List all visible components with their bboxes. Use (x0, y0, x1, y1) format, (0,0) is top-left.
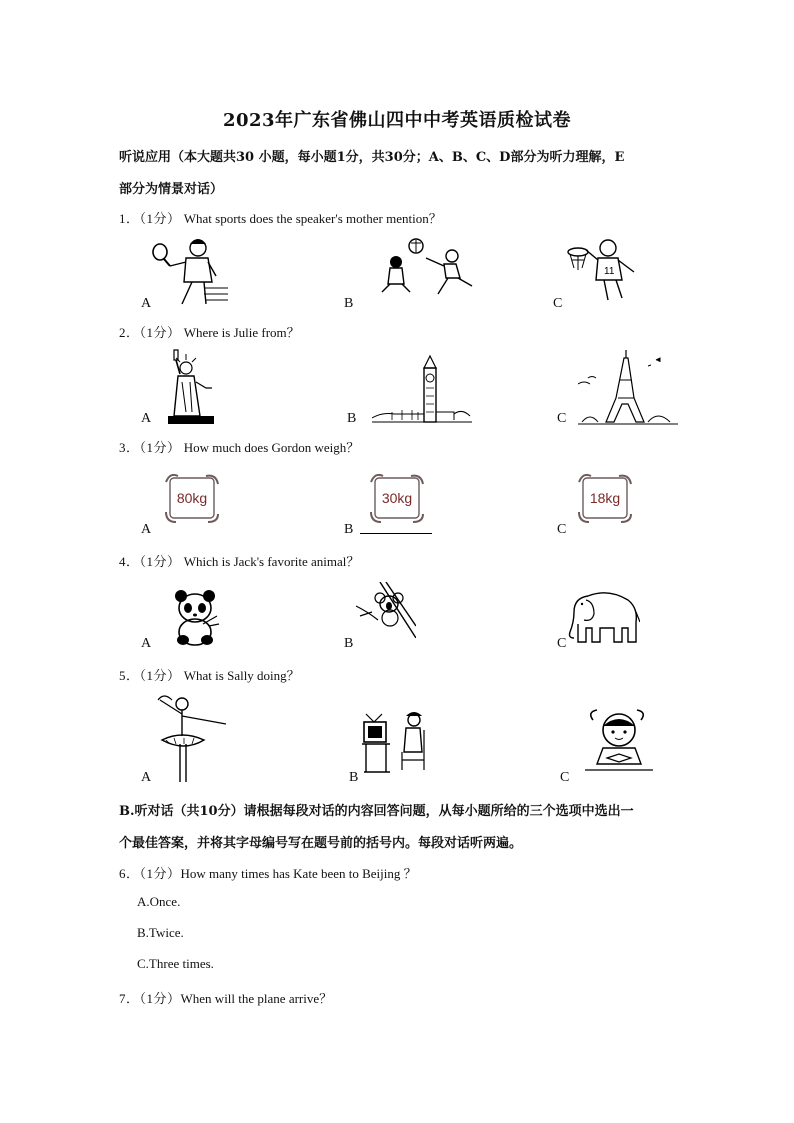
svg-text:11: 11 (604, 266, 615, 277)
weight-label-b: 30kg (381, 490, 413, 506)
q4-option-b: B (344, 636, 354, 651)
section-intro-line1: 听说应用（本大题共30 小题，每小题1分，共30分；A、B、C、D部分为听力理解，E (119, 150, 625, 165)
statue-of-liberty-picture (160, 348, 222, 426)
page-title: 2023年广东省佛山四中中考英语质检试卷 (222, 110, 572, 131)
football-picture (378, 236, 476, 298)
question-6 (119, 863, 417, 882)
q5-option-a: A (141, 770, 152, 785)
big-ben-picture (372, 354, 472, 424)
q3-option-a: A (141, 522, 152, 537)
question-1-text: What sports does the speaker's mother mention？ (183, 211, 442, 226)
eiffel-tower-picture (578, 350, 678, 426)
section-b-line2: 个最佳答案，并将其字母编号写在题号前的括号内。每段对话听两遍。 (119, 836, 523, 851)
question-5-prefix: 5．（1分） (119, 668, 181, 683)
question-3-prefix: 3．（1分） (119, 440, 181, 455)
q5-option-c: C (560, 770, 570, 785)
question-5-text: What is Sally doing？ (183, 668, 300, 683)
section-b-line1: B.听对话（共10分）请根据每段对话的内容回答问题，从每小题所给的三个选项中选出一 (119, 804, 634, 819)
question-2-text: Where is Julie from？ (183, 325, 300, 340)
weight-label-a: 80kg (176, 490, 208, 506)
q2-option-a: A (141, 411, 152, 426)
weight-label-c: 18kg (589, 490, 621, 506)
q2-option-c: C (557, 411, 567, 426)
question-4-prefix: 4．（1分） (119, 554, 181, 569)
reading-picture (585, 708, 653, 778)
q2-option-b: B (347, 411, 357, 426)
weight-frame-c (577, 472, 633, 524)
panda-picture (173, 588, 223, 646)
q6-option-b: B.Twice. (137, 925, 184, 940)
q1-option-c: C (553, 296, 563, 311)
question-3-text: How much does Gordon weigh？ (183, 440, 360, 455)
watching-tv-picture (362, 712, 434, 774)
table-tennis-picture (146, 236, 228, 308)
question-2-prefix: 2．（1分） (119, 325, 181, 340)
section-intro-line2: 部分为情景对话） (119, 182, 224, 197)
q4-option-a: A (141, 636, 152, 651)
question-3 (119, 437, 359, 456)
question-4-text: Which is Jack's favorite animal？ (183, 554, 360, 569)
q1-option-b: B (344, 296, 354, 311)
q6-option-c: C.Three times. (137, 956, 214, 971)
question-1 (119, 208, 442, 227)
question-6-text: How many times has Kate been to Beijing ？ (180, 866, 417, 881)
q6-option-a: A.Once. (137, 894, 181, 909)
ballet-picture (154, 694, 234, 786)
q3-option-b: B (344, 522, 354, 537)
underline-rule (360, 533, 432, 534)
question-5 (119, 665, 300, 684)
q5-option-b: B (349, 770, 359, 785)
weight-frame-a (164, 472, 220, 524)
question-1-prefix: 1．（1分） (119, 211, 181, 226)
q3-option-c: C (557, 522, 567, 537)
q1-option-a: A (141, 296, 152, 311)
question-7 (119, 988, 332, 1007)
question-7-text: When will the plane arrive？ (180, 991, 333, 1006)
elephant-picture (568, 590, 640, 648)
q4-option-c: C (557, 636, 567, 651)
question-4 (119, 551, 359, 570)
question-7-prefix: 7．（1分） (119, 991, 181, 1006)
basketball-picture (566, 238, 644, 308)
koala-picture (356, 582, 416, 638)
question-2 (119, 322, 300, 341)
question-6-prefix: 6．（1分） (119, 866, 181, 881)
weight-frame-b (369, 472, 425, 524)
